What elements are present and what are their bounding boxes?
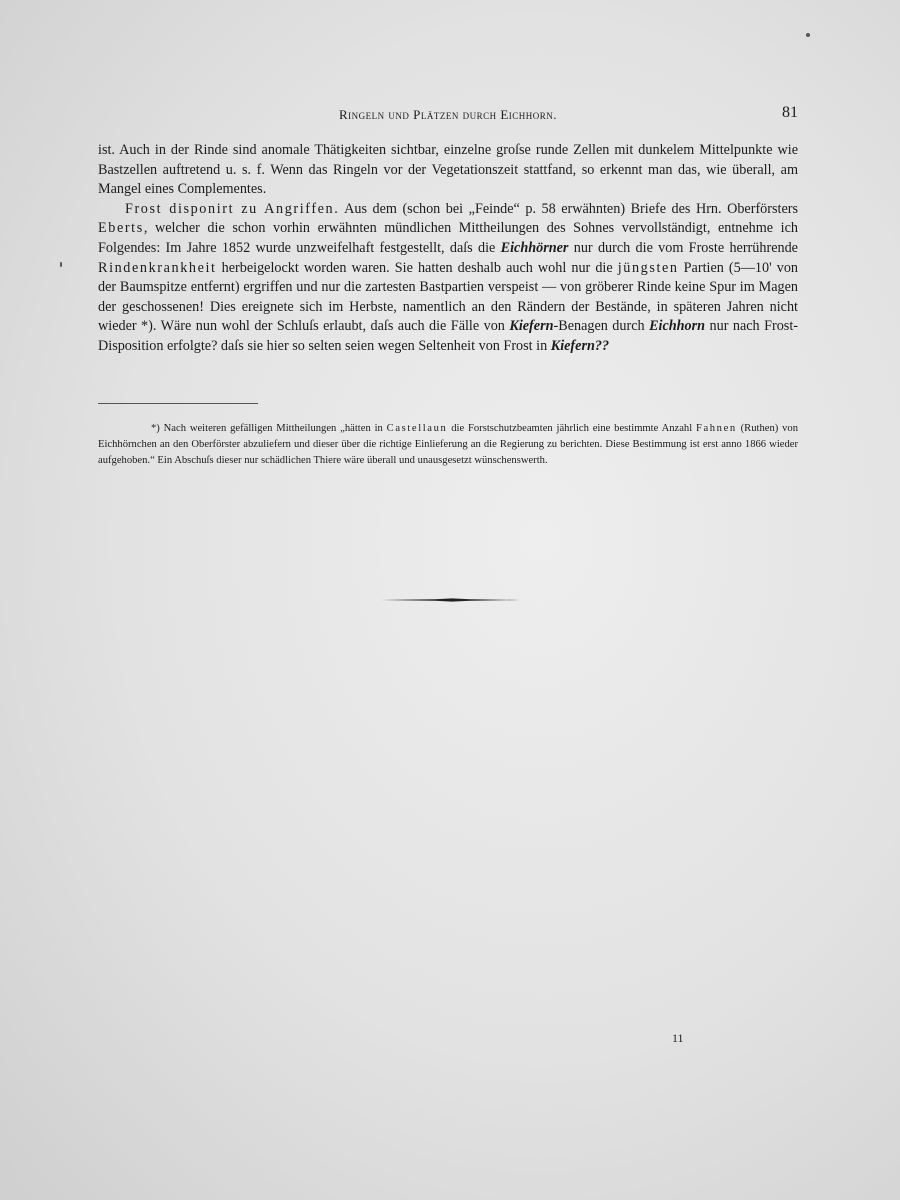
term-fahnen: Fahnen bbox=[695, 423, 737, 434]
term-juengsten: jüngsten bbox=[617, 259, 679, 276]
text-run: (Ruthen) von Eichhörnchen an den Oberförster abzuliefern und dieser über die richtige Einlieferung an die Regierung zu berichten. Diese Bestimmung ist erst anno 1866 wieder aufgehoben.“ Ein Abschuſs dieser nur schädlichen Thiere wäre überall und unausgesetzt wünschenswerth. bbox=[98, 423, 798, 466]
text-run: Aus dem (schon bei „Feinde“ p. 58 erwähnten) Briefe des Hrn. Oberförsters bbox=[339, 200, 799, 217]
term-rindenkrankheit: Rindenkrankheit bbox=[98, 259, 217, 276]
print-speck bbox=[60, 262, 62, 267]
text-run: Partien (5—10' von der Baumspitze entfernt) ergriffen und nur die zartesten Bastpartien verspeist — von gröberer Rinde keine Spur im Magen der geschossenen! Dies ereignete sich im Herbste, namentlich an den Rändern der Bestände, in späteren Jahren nicht wieder *). Wäre nun wohl der Schluſs erlaubt, daſs auch die Fälle von bbox=[98, 259, 799, 335]
running-header bbox=[98, 104, 798, 129]
text-run: die Forstschutzbeamten jährlich eine bestimmte Anzahl bbox=[447, 423, 696, 434]
running-title: Ringeln und Plätzen durch Eichhorn. bbox=[338, 107, 558, 122]
name-eberts: Eberts bbox=[98, 220, 144, 237]
term-kiefern: Kiefern bbox=[509, 318, 554, 335]
term-kiefern-question: Kiefern?? bbox=[550, 337, 610, 354]
text-run: -Benagen durch bbox=[553, 318, 650, 335]
signature-mark: 11 bbox=[672, 1031, 684, 1045]
end-ornament-rule bbox=[380, 598, 520, 602]
page-number: 81 bbox=[782, 104, 798, 121]
text-run: nur nach Frost-Disposition erfolgte? daſs sie hier so selten seien wegen Seltenheit von Frost in bbox=[98, 318, 798, 354]
main-text bbox=[98, 141, 798, 357]
footnote-text bbox=[98, 421, 798, 469]
spaced-phrase: Frost disponirt zu Angriffen. bbox=[124, 200, 340, 217]
text-run: nur durch die vom Froste herrührende bbox=[568, 239, 798, 256]
term-eichhorn: Eichhorn bbox=[649, 318, 706, 335]
text-run: herbeigelockt worden waren. Sie hatten deshalb auch wohl nur die bbox=[216, 259, 618, 276]
footnote bbox=[98, 421, 798, 469]
term-eichhoerner: Eichhörner bbox=[500, 239, 569, 256]
text-run: *) Nach weiteren gefälligen Mittheilungen „hätten in bbox=[151, 423, 387, 434]
footnote-rule bbox=[98, 403, 258, 404]
paragraph-1: ist. Auch in der Rinde sind anomale Thätigkeiten sichtbar, einzelne groſse runde Zellen mit dunkelem Mittelpunkte wie Bastzellen auftretend u. s. f. Wenn das Ringeln vor der Vegetationszeit stattfand, so erkennt man das, wie überall, am Mangel eines Complementes. bbox=[98, 142, 798, 198]
text-run: , welcher die schon vorhin erwähnten mündlichen Mittheilungen des Sohnes vervollständigt, entnehme ich Folgendes: Im Jahre 1852 wurde unzweifelhaft festgestellt, daſs die bbox=[98, 220, 798, 256]
paragraph-2 bbox=[98, 200, 798, 357]
print-speck bbox=[806, 33, 810, 37]
place-castellaun: Castellaun bbox=[386, 423, 448, 434]
